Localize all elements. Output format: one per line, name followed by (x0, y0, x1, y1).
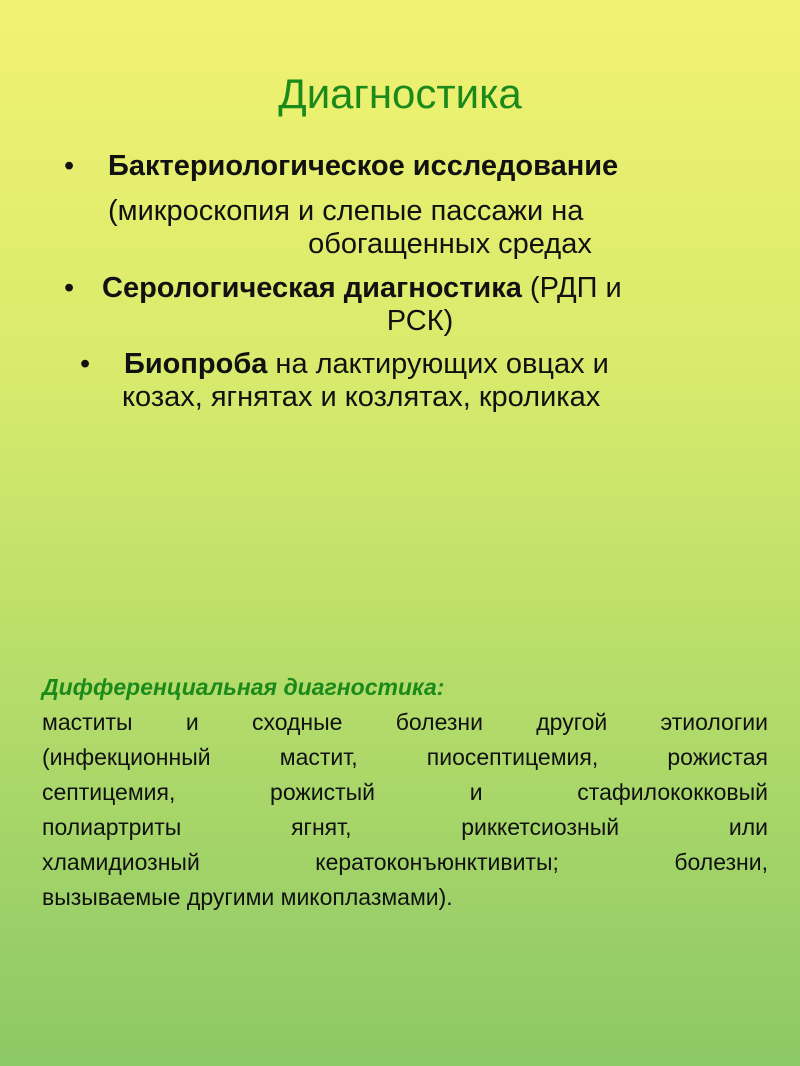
bullet-3-text: Биопроба на лактирующих овцах и (124, 348, 609, 380)
word: этиологии (660, 709, 768, 735)
word: кератоконъюнктивиты; (315, 849, 559, 875)
word: рожистый (270, 779, 376, 805)
bullet-icon: • (64, 150, 75, 182)
word: рожистая (667, 744, 768, 770)
word: хламидиозный (42, 849, 200, 875)
differential-line (42, 779, 768, 806)
bullet-2-text: Серологическая диагностика (РДП и (102, 272, 622, 304)
word: и (469, 779, 483, 805)
differential-line (42, 849, 768, 876)
word: стафилококковый (577, 779, 768, 805)
word: или (728, 814, 768, 840)
bullet-1-bold: Бактериологическое исследование (108, 150, 619, 182)
bullet-1-line-1: (микроскопия и слепые пассажи на (108, 195, 584, 227)
slide-title: Диагностика (278, 70, 522, 117)
differential-line: вызываемые другими микоплазмами). (42, 884, 453, 910)
word: ягнят, (291, 814, 352, 840)
word: болезни, (674, 849, 768, 875)
word: пиосептицемия, (426, 744, 599, 770)
bullet-3-line-2: козах, ягнятах и козлятах, кроликах (122, 381, 601, 413)
word: септицемия, (42, 779, 176, 805)
bullet-icon: • (80, 348, 91, 380)
word: полиартриты (42, 814, 182, 840)
word: сходные (251, 709, 343, 735)
differential-line (42, 814, 768, 841)
bullet-1-line-2: обогащенных средах (308, 228, 592, 260)
word: и (185, 709, 199, 735)
word: (инфекционный (42, 744, 211, 770)
word: болезни (395, 709, 483, 735)
bullet-2-line-2: РСК) (386, 305, 454, 337)
word: маститы (42, 709, 133, 735)
differential-line (42, 709, 768, 736)
word: риккетсиозный (461, 814, 620, 840)
differential-line (42, 744, 768, 771)
word: другой (536, 709, 608, 735)
differential-heading: Дифференциальная диагностика: (42, 674, 445, 700)
word: мастит, (279, 744, 358, 770)
bullet-icon: • (64, 272, 75, 304)
